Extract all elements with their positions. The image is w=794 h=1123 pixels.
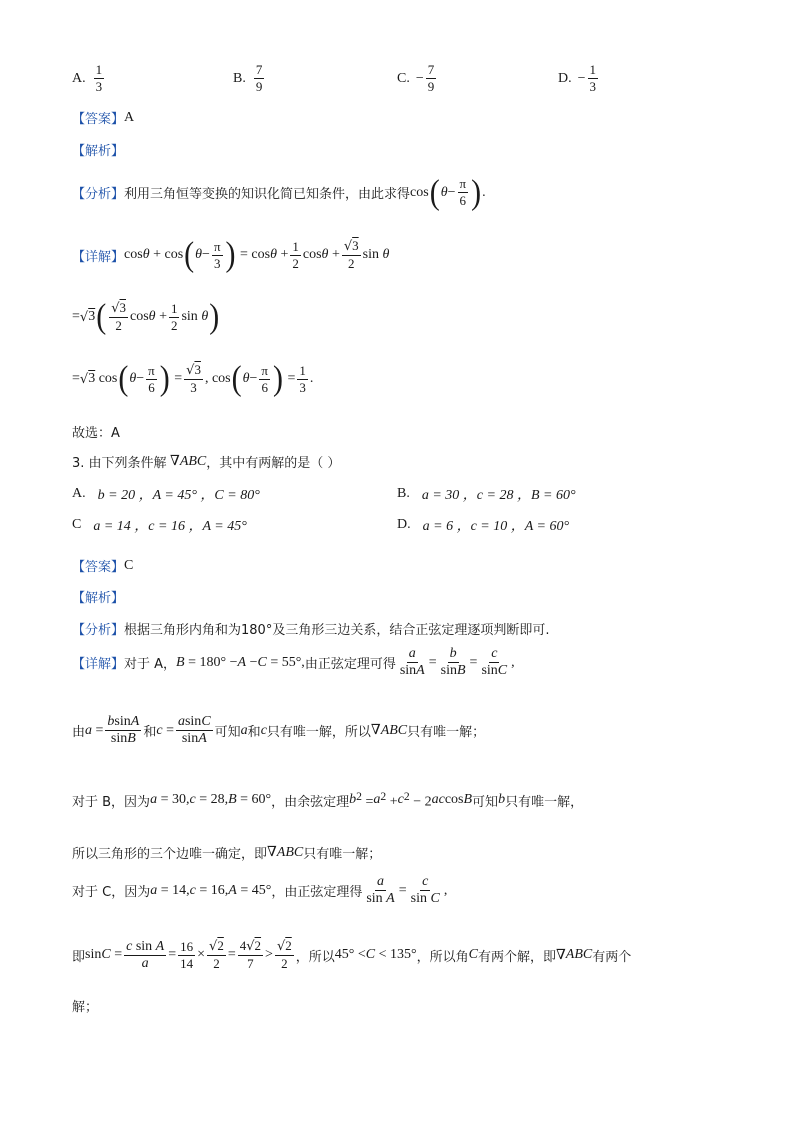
q3-detail-b-line-2: 所以三角形的三个边唯一确定，即 ∇ ABC 只有唯一解； — [72, 844, 382, 862]
q2-detail-line-1: 【详解】 cos θ + cos ( θ − $\frac{\pi}{3}$ ) = cos θ + $\frac{1}{2}$ cos θ + $\frac{√3}{2}$ sin θ — [72, 235, 390, 274]
q2-detail-line-2: = √ 3 ( $\frac{√3}{2}$ cos θ + $\frac{1}{2}$ sin θ ) — [72, 297, 220, 336]
prev-option-c[interactable]: C. − $\frac{7}{9}$ — [397, 62, 435, 94]
prev-option-d-fraction: $\frac{1}{3}$ — [589, 62, 597, 94]
prev-option-a[interactable]: A. $\frac{1}{3}$ — [72, 62, 103, 94]
q3-detail-b-line-1: 对于 B，因为 a = 30, c = 28, B = 60° ，由余弦定理 b $^2$ = a $^2$ + c $^2$ − 2 ac cos B 可知 b 只有唯一解， — [72, 790, 584, 810]
q2-answer: 【答案】 A — [72, 109, 135, 127]
q3-option-b[interactable]: B. a = 30 ，c = 28 ，B = 60° — [397, 486, 576, 503]
q3-detail-c-line-2: 即 sin C = $\frac{\text{c sin A}}{a}$ = $\frac{16}{14}$ × $\frac{√2}{2}$ = $\frac{4√2}{7}$ > $\frac{√2}{2}$ ，所以 45° < C < 135° ，所以角 C 有两个解，即 ∇ ABC 有两个 — [72, 938, 632, 971]
prev-option-a-fraction: $\frac{1}{3}$ — [95, 62, 103, 94]
q3-answer: 【答案】 C — [72, 557, 134, 575]
q3-detail-a-line-2: 由 a = $\frac{bsinA}{\sin B}$ 和 c = $\frac{asinC}{\sin A}$ 可知 a 和 c 只有唯一解，所以 ∇ ABC 只有唯一解； — [72, 714, 486, 746]
q2-detail-line-3: = √ 3 cos ( θ − $\frac{\pi}{6}$ ) = $\frac{√3}{3}$ , cos ( θ − $\frac{\pi}{6}$ ) = $\frac{1}{3}$ . — [72, 359, 314, 398]
q3-detail-a-line-1: 【详解】 对于 A， B = 180° − A − C = 55°, 由正弦定理可得 $\frac{a}{\sin A}$ = $\frac{b}{\sin B}$ = $\frac{c}{\sin C}$ , — [72, 646, 515, 678]
q2-choice: 故选：A — [72, 426, 120, 441]
q3-detail-c-line-3: 解； — [72, 1000, 99, 1015]
q3-detail-c-line-1: 对于 C，因为 a = 14, c = 16, A = 45° ，由正弦定理得 $\frac{a}{\text{sin A}}$ = $\frac{c}{\text{sin C}}$ , — [72, 874, 448, 906]
q3-stem: 3. 由下列条件解 ∇ ABC ，其中有两解的是（ ） — [72, 453, 341, 471]
q2-analysis-heading: 【解析】 — [72, 144, 125, 159]
q2-fenxi: 【分析】 利用三角恒等变换的知识化简已知条件，由此求得 cos ( θ − $\frac{\pi}{6}$ ) . — [72, 172, 486, 211]
q3-analysis-heading: 【解析】 — [72, 591, 125, 606]
prev-option-d[interactable]: D. − $\frac{1}{3}$ — [558, 62, 597, 94]
q3-option-d[interactable]: D. a = 6 ，c = 10 ，A = 60° — [397, 517, 570, 534]
q3-fenxi: 【分析】 根据三角形内角和为180°及三角形三边关系，结合正弦定理逐项判断即可. — [72, 623, 550, 638]
prev-option-c-fraction: $\frac{7}{9}$ — [427, 62, 435, 94]
prev-option-b[interactable]: B. $\frac{7}{9}$ — [233, 62, 263, 94]
prev-option-b-fraction: $\frac{7}{9}$ — [255, 62, 263, 94]
q3-option-c[interactable]: C a = 14 ，c = 16 ，A = 45° — [72, 517, 247, 534]
q3-option-a[interactable]: A. b = 20 ，A = 45° ，C = 80° — [72, 486, 260, 503]
